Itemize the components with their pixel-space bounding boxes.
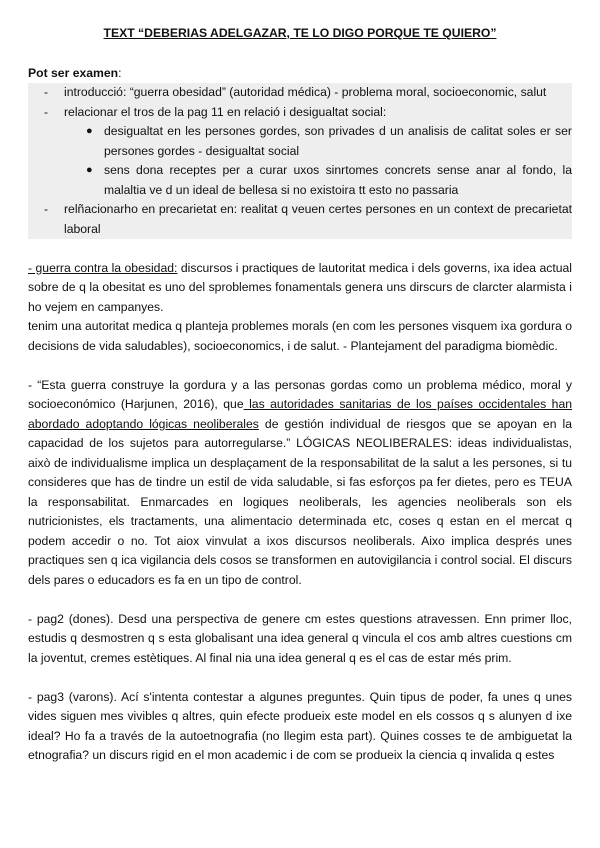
exam-label: Pot ser examen (28, 65, 119, 80)
exam-highlight-block (28, 83, 572, 239)
document-page (28, 24, 572, 766)
paragraph-text: de gestión individual de riesgos que se apoyan en la capacidad de los sujetos para autorregularse.” LÓGICAS NEOLIBERALES: ideas individualistas, això de individualisme implica un desplaçament de la responsabilitat de la salut a les persones, si tu consideres que has de tindre un estil de vida saludable, si fas esforços pa fer dietes, pero es TEUA la responsabilitat. Enmarcades en logiques neoliberals, les agencies neoliberals son els nutricionistes, els tractaments, una alimentacio determinada etc, coses q estan en el mercat q podem accedir o no. Tot aiox vinvulat a ixos discursos neoliberals. Aixo implica després unes practiques sen q ica vigilancia dels cosos se transformen en autovigilancia i control social. El discurs dels pares o educadors es fa en un tipo de control. (28, 416, 573, 587)
exam-list-end (28, 200, 572, 239)
exam-item: - introducció: “guerra obesidad” (autoridad médica) - problema moral, socioeconomic, salut (44, 85, 547, 99)
exam-item-text: introducció: “guerra obesidad” (autoridad médica) - problema moral, socioeconomic, salut (64, 85, 547, 99)
underlined-quote: las autoridades sanitarias de los países occidentales han abordado adoptando lógicas neoliberales (28, 397, 573, 431)
exam-subitem-text: sens dona receptes per a curar uxos sinrtomes concrets sense anar al fondo, la malaltia ve d un ideal de bellesa si no existoira tt esto no passaria (104, 163, 572, 197)
exam-item-text: relñacionarho en precarietat en: realitat q veuen certes persones en un context de precarietat laboral (64, 202, 572, 236)
paragraph-pag3: - pag3 (varons). Ací s'intenta contestar a algunes preguntes. Quin tipus de poder, fa unes q unes vides siguen mes vivibles q altres, quin efecte produeix este model en els cossos q s alunyen d ixe ideal? Ho fa a través de la autoetnografia (no llegim esta part). Quines cosses te de ambiguetat la etnografia? un discurs rigid en el mon academic i de com se produeix la ciencia q invalida q estes (28, 689, 572, 762)
exam-item: - relacionar el tros de la pag 11 en relació i desigualtat social: (44, 104, 387, 119)
exam-list (28, 83, 572, 122)
bullet-icon: ● (86, 125, 93, 137)
paragraph-autoritat-medica: tenim una autoritat medica q planteja problemes morals (en com les persones visquem ixa gordura o decisions de vida saludables), socioeconomics, i de salut. - Plantejament del paradigma biomèdic. (28, 319, 572, 353)
paragraph-text: - “Esta guerra construye la gordura y a las personas gordas como un problema médico, moral y socioeconómico (Harjunen, 2016), que (28, 377, 572, 411)
paragraph-logicas-neoliberales (28, 376, 572, 591)
exam-label-colon: : (118, 65, 122, 80)
exam-subitem-text: desigualtat en les persones gordes, son privades d un analisis de calitat soles er ser persones gordes - desigualtat social (104, 124, 572, 158)
paragraph-heading: - guerra contra la obesidad: (28, 260, 178, 275)
exam-item-text: relacionar el tros de la pag 11 en relació i desigualtat social: (64, 104, 387, 119)
exam-item: - relñacionarho en precarietat en: realitat q veuen certes persones en un context de precarietat laboral (44, 202, 572, 236)
bullet-icon: ● (86, 164, 93, 176)
exam-sublist (28, 122, 572, 200)
paragraph-guerra-obesidad (28, 259, 572, 318)
document-title: TEXT “DEBERIAS ADELGAZAR, TE LO DIGO PORQUE TE QUIERO” (103, 26, 497, 40)
paragraph-pag2: - pag2 (dones). Desd una perspectiva de genere cm estes questions atravessen. Enn primer lloc, estudis q desmostren q s esta globalisant una idea general q vincula el cos amb altres cuestions cm la joventut, cremes estètiques. Al final nia una idea general q es el cas de estar més prim. (28, 611, 572, 665)
exam-subitem (84, 122, 572, 161)
exam-subitem (84, 161, 572, 200)
exam-section-label (28, 64, 572, 84)
paragraph-text: discursos i practiques de lautoritat medica i dels governs, ixa idea actual sobre de q la obesitat es uno del sproblemes fonamentals genera uns dirscurs de clarcter alarmista i ho vejem en campanyes. (28, 260, 572, 314)
